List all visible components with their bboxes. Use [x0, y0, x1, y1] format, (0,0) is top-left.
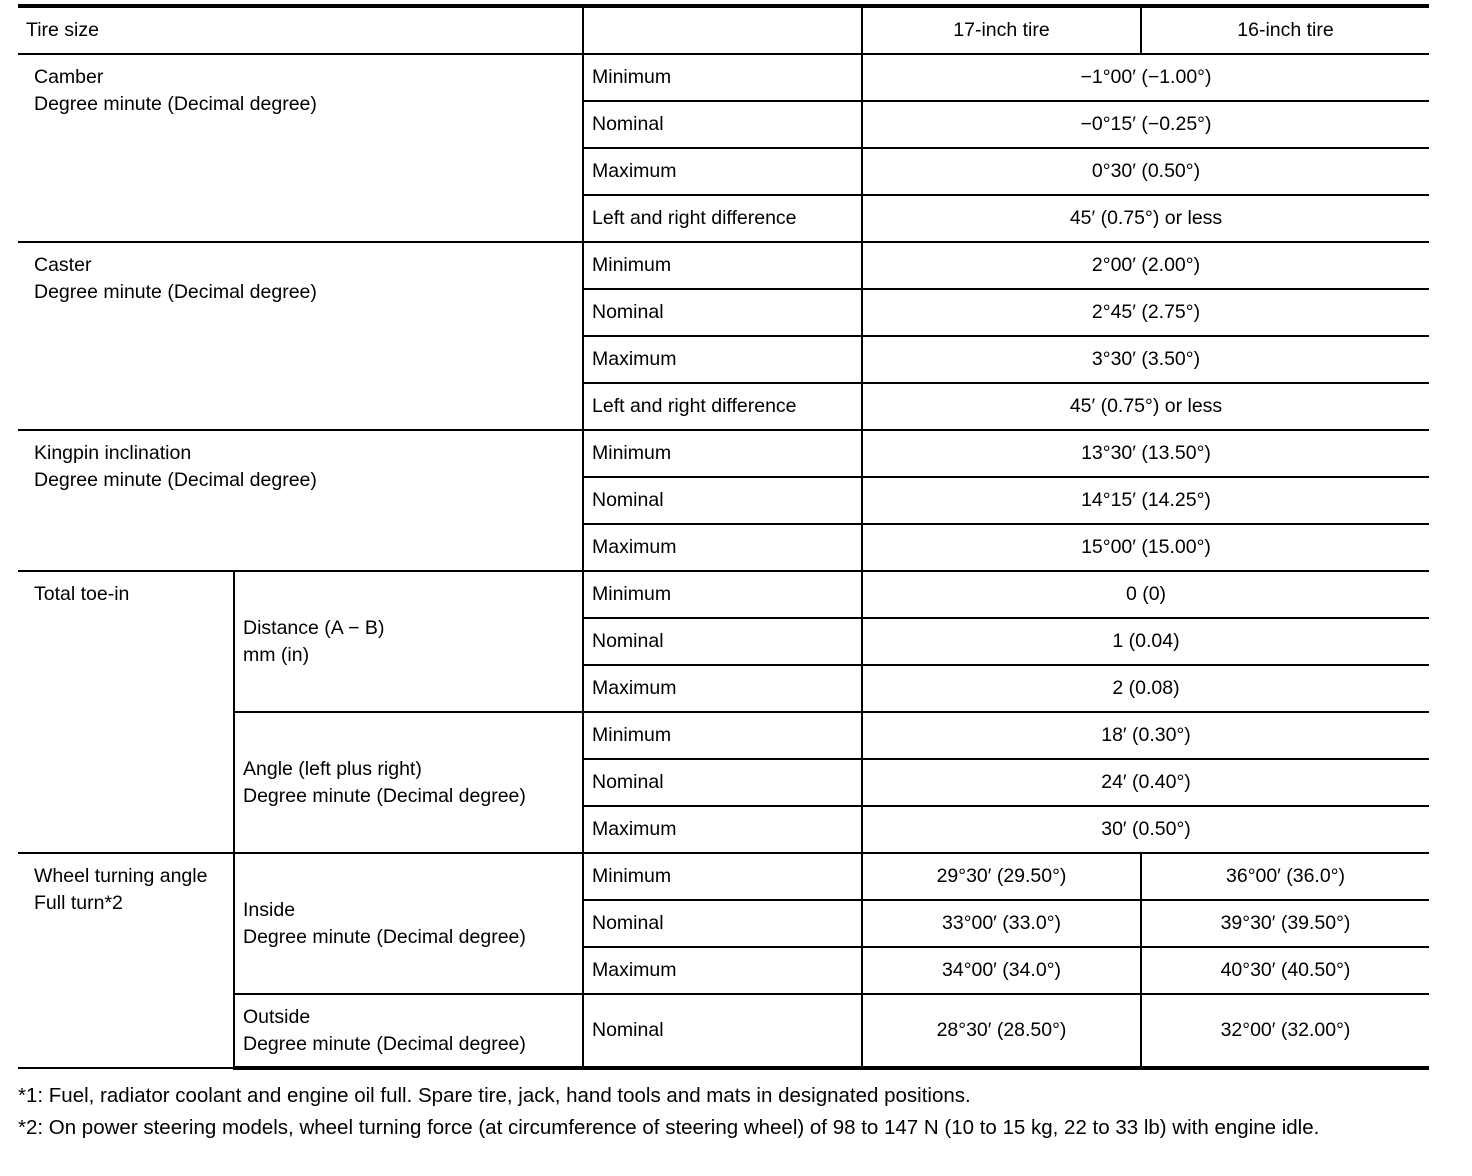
outside-unit: Degree minute (Decimal degree) — [243, 1032, 526, 1055]
camber-title: Camber — [34, 66, 104, 88]
row-name: Left and right difference — [583, 195, 862, 242]
table-row — [18, 430, 1429, 477]
toe-distance-unit: mm (in) — [243, 643, 310, 666]
row-value: 45′ (0.75°) or less — [862, 383, 1429, 430]
toe-in-label: Total toe-in — [18, 571, 234, 853]
wheel-turning-title: Wheel turning angle — [34, 865, 208, 887]
row-value-17: 33°00′ (33.0°) — [862, 900, 1141, 947]
tire17-header: 17-inch tire — [862, 6, 1141, 54]
row-value: 0 (0) — [862, 571, 1429, 618]
row-name: Nominal — [583, 900, 862, 947]
row-value-16: 39°30′ (39.50°) — [1141, 900, 1429, 947]
table-header-row — [18, 6, 1429, 54]
row-name: Maximum — [583, 148, 862, 195]
row-value: 2 (0.08) — [862, 665, 1429, 712]
row-value: 24′ (0.40°) — [862, 759, 1429, 806]
wheel-turning-label — [18, 853, 234, 1068]
row-name: Nominal — [583, 759, 862, 806]
row-value: 30′ (0.50°) — [862, 806, 1429, 853]
row-name: Maximum — [583, 336, 862, 383]
row-name: Nominal — [583, 477, 862, 524]
toe-angle-title: Angle (left plus right) — [243, 757, 422, 780]
table-row — [18, 571, 1429, 618]
footnote-1: *1: Fuel, radiator coolant and engine oil full. Spare tire, jack, hand tools and mats in designated positions. — [18, 1084, 971, 1107]
row-name: Maximum — [583, 524, 862, 571]
camber-unit: Degree minute (Decimal degree) — [34, 93, 317, 115]
row-value: −1°00′ (−1.00°) — [862, 54, 1429, 101]
row-value: 18′ (0.30°) — [862, 712, 1429, 759]
row-name: Maximum — [583, 806, 862, 853]
table-row — [18, 242, 1429, 289]
row-value: 13°30′ (13.50°) — [862, 430, 1429, 477]
row-name: Minimum — [583, 242, 862, 289]
toe-distance-label — [234, 571, 583, 712]
caster-title: Caster — [34, 254, 92, 276]
row-value-17: 29°30′ (29.50°) — [862, 853, 1141, 900]
row-name: Maximum — [583, 947, 862, 994]
toe-distance-title: Distance (A − B) — [243, 616, 385, 639]
table-row — [18, 54, 1429, 101]
kingpin-label — [18, 430, 583, 571]
row-name: Nominal — [583, 994, 862, 1068]
row-value: 14°15′ (14.25°) — [862, 477, 1429, 524]
row-name: Nominal — [583, 101, 862, 148]
row-value-16: 40°30′ (40.50°) — [1141, 947, 1429, 994]
header-empty-cell — [583, 6, 862, 54]
row-value: 1 (0.04) — [862, 618, 1429, 665]
footnote-2: *2: On power steering models, wheel turning force (at circumference of steering wheel) of 98 to 147 N (10 to 15 kg, 22 to 33 lb) with engine idle. — [18, 1116, 1320, 1139]
table-row — [18, 853, 1429, 900]
row-value: 45′ (0.75°) or less — [862, 195, 1429, 242]
wheel-turning-subtitle: Full turn*2 — [34, 892, 123, 914]
kingpin-unit: Degree minute (Decimal degree) — [34, 469, 317, 491]
row-value-16: 36°00′ (36.0°) — [1141, 853, 1429, 900]
camber-label — [18, 54, 583, 242]
row-name: Minimum — [583, 571, 862, 618]
row-name: Nominal — [583, 289, 862, 336]
outside-label — [234, 994, 583, 1068]
inside-label — [234, 853, 583, 994]
caster-unit: Degree minute (Decimal degree) — [34, 281, 317, 303]
toe-angle-label — [234, 712, 583, 853]
row-value-16: 32°00′ (32.00°) — [1141, 994, 1429, 1068]
inside-title: Inside — [243, 898, 296, 921]
row-name: Minimum — [583, 54, 862, 101]
row-name: Minimum — [583, 430, 862, 477]
row-value: 0°30′ (0.50°) — [862, 148, 1429, 195]
row-value: 3°30′ (3.50°) — [862, 336, 1429, 383]
alignment-spec-table — [18, 4, 1429, 1070]
row-value: 2°00′ (2.00°) — [862, 242, 1429, 289]
row-name: Minimum — [583, 712, 862, 759]
row-name: Nominal — [583, 618, 862, 665]
outside-title: Outside — [243, 1005, 311, 1028]
footnotes — [18, 1081, 1429, 1142]
row-value-17: 34°00′ (34.0°) — [862, 947, 1141, 994]
row-value: 2°45′ (2.75°) — [862, 289, 1429, 336]
row-value-17: 28°30′ (28.50°) — [862, 994, 1141, 1068]
toe-angle-unit: Degree minute (Decimal degree) — [243, 784, 526, 807]
row-value: 15°00′ (15.00°) — [862, 524, 1429, 571]
row-name: Maximum — [583, 665, 862, 712]
row-value: −0°15′ (−0.25°) — [862, 101, 1429, 148]
inside-unit: Degree minute (Decimal degree) — [243, 925, 526, 948]
row-name: Left and right difference — [583, 383, 862, 430]
caster-label — [18, 242, 583, 430]
tire16-header: 16-inch tire — [1141, 6, 1429, 54]
row-name: Minimum — [583, 853, 862, 900]
tire-size-header: Tire size — [18, 6, 583, 54]
kingpin-title: Kingpin inclination — [34, 442, 192, 464]
